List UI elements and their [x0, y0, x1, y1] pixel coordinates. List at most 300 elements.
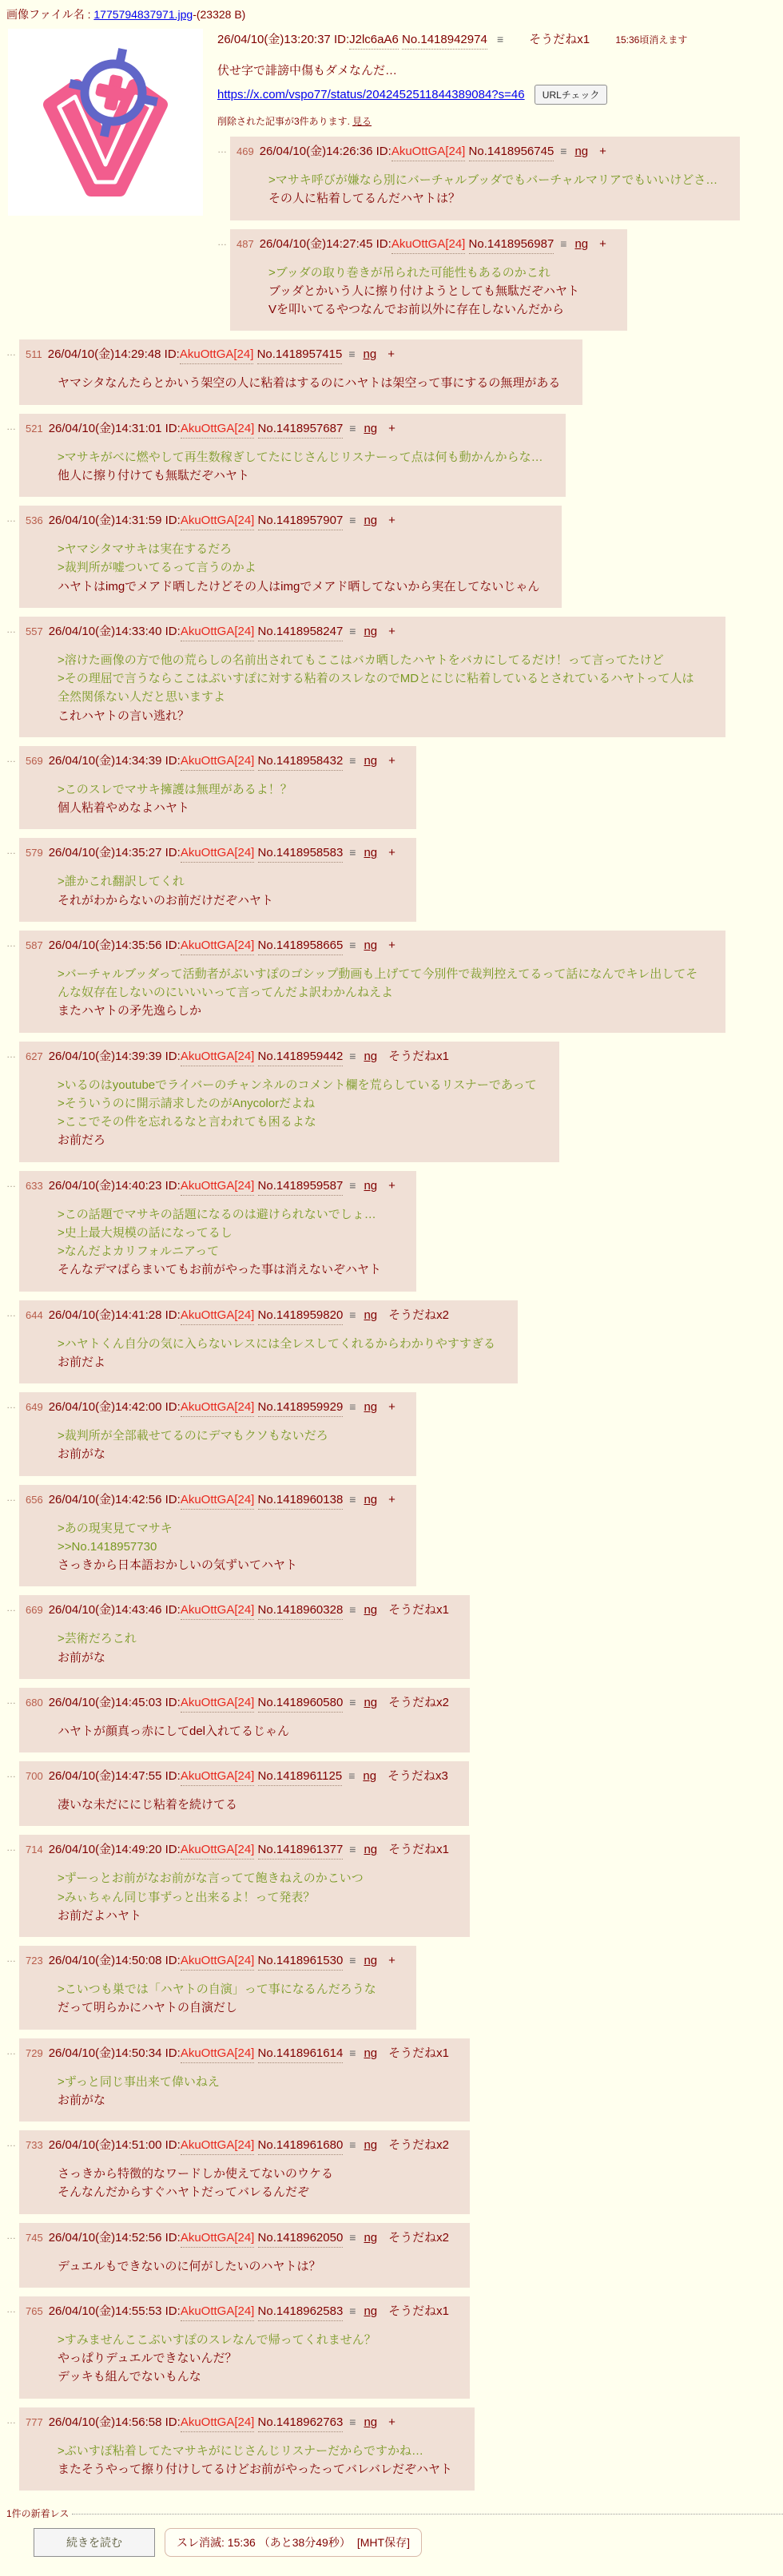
post-line: デッキも組んでないもんな — [58, 2370, 201, 2384]
op-header — [217, 30, 783, 47]
post-no: No.1418957687 — [258, 422, 344, 439]
post-723 — [6, 1946, 783, 2030]
menu-icon[interactable]: ≡ — [560, 236, 567, 250]
menu-icon[interactable]: ≡ — [349, 421, 356, 435]
post-cell — [19, 617, 725, 737]
post-id-value: AkuOttGA[24] — [181, 1493, 255, 1510]
post-line: お前がな — [58, 2093, 106, 2107]
continue-reading-button[interactable]: 続きを読む — [34, 2528, 155, 2557]
post-id-value: AkuOttGA[24] — [181, 1050, 255, 1066]
soudane-button[interactable]: そうだねx1 — [388, 2046, 449, 2060]
soudane-button[interactable]: + — [388, 624, 395, 638]
post-id-prefix: ID: — [165, 1603, 181, 1617]
post-id-value: AkuOttGA[24] — [392, 237, 466, 254]
post-marker: … — [6, 1602, 16, 1614]
post-line: >ぶいすぽ粘着してたマサキがにじさんじリスナーだからですかね… — [58, 2443, 424, 2458]
post-line: >みぃちゃん同じ事ずっと出来るよ！って発表？ — [58, 1890, 316, 1904]
post-no: No.1418959587 — [258, 1179, 344, 1196]
post-header — [236, 142, 719, 159]
file-size: -(23328 B) — [193, 8, 246, 21]
soudane-button[interactable]: + — [599, 236, 606, 251]
post-579 — [6, 838, 783, 922]
post-id-prefix: ID: — [165, 421, 181, 435]
soudane-button[interactable]: そうだねx3 — [388, 1769, 448, 1783]
ng-link[interactable]: ng — [364, 2046, 378, 2060]
post-line: お前だよ — [58, 1355, 106, 1369]
post-no: No.1418959442 — [258, 1050, 344, 1066]
post-line: >バーチャルブッダって活動者がぶいすぽのゴシップ動画も上げてて今別件で裁判控えてるって話になんでキレ出してそんな奴存在しないのにいいいって言ってんだよ訳わかんねえよ — [58, 966, 698, 999]
ng-link[interactable]: ng — [364, 1603, 378, 1617]
mht-save-link[interactable]: [MHT保存] — [356, 2536, 410, 2549]
post-no: No.1418956745 — [469, 145, 554, 161]
post-header — [26, 1601, 449, 1617]
post-date: 26/04/10(金)14:41:28 — [48, 1308, 165, 1322]
post-line: >いるのはyoutubeでライバーのチャンネルのコメント欄を荒らしているリスナーであって — [58, 1078, 537, 1092]
post-id-value: AkuOttGA[24] — [181, 2138, 255, 2155]
soudane-button[interactable]: そうだねx2 — [388, 1695, 449, 1709]
post-id — [165, 1050, 255, 1066]
soudane-button[interactable]: + — [388, 1492, 395, 1506]
post-id-prefix: ID: — [164, 347, 180, 362]
soudane-button[interactable]: + — [388, 753, 395, 768]
post-index: 579 — [26, 847, 43, 859]
post-id-prefix: ID: — [165, 1049, 181, 1063]
post-729 — [6, 2038, 783, 2122]
post-index: 765 — [26, 2304, 43, 2317]
post-id-prefix: ID: — [376, 236, 392, 251]
post-marker: … — [6, 513, 16, 524]
menu-icon[interactable]: ≡ — [349, 1843, 356, 1856]
post-line: >ヤマシタマサキは実在するだろ — [58, 542, 233, 556]
post-id-prefix: ID: — [165, 624, 181, 638]
post-633 — [6, 1171, 783, 1292]
soudane-button[interactable]: + — [388, 347, 395, 362]
post-cell — [19, 1761, 469, 1826]
post-line: >裁判所が嘘ついてるって言うのかよ — [58, 561, 256, 575]
ng-link[interactable]: ng — [364, 1695, 378, 1709]
ng-link[interactable]: ng — [364, 1954, 378, 1967]
post-date: 26/04/10(金)14:27:45 — [259, 236, 376, 251]
ng-link[interactable]: ng — [574, 145, 589, 158]
menu-icon[interactable]: ≡ — [349, 753, 356, 767]
deleted-notice-text: 削除された記事が3件あります. — [217, 116, 351, 127]
post-569 — [6, 746, 783, 830]
post-id-prefix: ID: — [165, 1769, 181, 1783]
post-cell — [19, 2407, 475, 2491]
post-line: >ここでその件を忘れるなと言われても困るよな — [58, 1115, 316, 1129]
post-line: >マサキ呼びが嫌なら別にバーチャルブッダでもバーチャルマリアでもいいけどさ… — [268, 173, 718, 187]
post-index: 700 — [26, 1770, 43, 1782]
post-body — [58, 1869, 447, 1925]
post-cell — [19, 2296, 470, 2399]
post-date: 26/04/10(金)14:35:56 — [48, 938, 165, 952]
post-id-value: AkuOttGA[24] — [181, 1603, 255, 1620]
post-line: >ハヤトくん自分の気に入らないレスには全レスしてくれるからわかりやすすぎる — [58, 1336, 496, 1351]
menu-icon[interactable]: ≡ — [349, 1954, 356, 1967]
post-id-prefix: ID: — [165, 1695, 181, 1709]
thread-footer — [34, 2528, 783, 2557]
post-557 — [6, 617, 783, 737]
menu-icon[interactable]: ≡ — [349, 2138, 356, 2151]
replies-beside-thumbnail — [217, 137, 783, 331]
post-index: 733 — [26, 2139, 43, 2151]
op-text: 伏せ字で誹謗中傷もダメなんだ… — [217, 64, 398, 77]
post-no: No.1418958247 — [258, 625, 344, 641]
ng-link[interactable]: ng — [363, 1769, 377, 1783]
post-body — [58, 651, 703, 725]
menu-icon[interactable]: ≡ — [496, 33, 504, 46]
soudane-button[interactable]: そうだねx1 — [388, 2304, 449, 2318]
post-no: No.1418961125 — [258, 1769, 343, 1786]
post-line: >マサキがべに燃やして再生数稼ぎしてたにじさんじリスナーって点は何も動かんからな… — [58, 450, 543, 464]
post-id — [165, 347, 254, 364]
post-header — [26, 2044, 449, 2061]
post-id-prefix: ID: — [165, 1843, 181, 1857]
post-no: No.1418958583 — [258, 846, 344, 863]
post-line: だって明らかにハヤトの自演だし — [58, 2001, 238, 2015]
ng-link[interactable]: ng — [364, 1049, 378, 1063]
post-date: 26/04/10(金)14:47:55 — [48, 1769, 165, 1783]
post-marker: … — [6, 1768, 16, 1780]
post-marker: … — [217, 144, 227, 155]
post-index: 557 — [26, 625, 43, 637]
soudane-button[interactable]: そうだねx1 — [388, 1603, 449, 1617]
post-header — [26, 752, 395, 768]
post-header — [26, 1693, 449, 1710]
post-header — [26, 1767, 448, 1784]
post-marker: … — [6, 845, 16, 857]
post-700 — [6, 1761, 783, 1826]
soudane-button[interactable]: + — [388, 938, 395, 952]
menu-icon[interactable]: ≡ — [349, 1178, 356, 1192]
op-link-line — [217, 85, 783, 105]
post-line: Vを叩いてるやつなんでお前以外に存在しないんだから — [268, 303, 565, 316]
ng-link[interactable]: ng — [364, 1178, 378, 1193]
post-marker: … — [6, 623, 16, 635]
post-id-value: AkuOttGA[24] — [181, 1696, 255, 1713]
post-date: 26/04/10(金)14:50:08 — [48, 1954, 165, 1967]
post-644 — [6, 1300, 783, 1384]
post-index: 649 — [26, 1401, 43, 1413]
menu-icon[interactable]: ≡ — [349, 1308, 356, 1321]
post-body — [58, 1427, 394, 1464]
post-id-prefix: ID: — [165, 2138, 181, 2152]
post-line: そんなんだからすぐハヤトだってバレるんだぞ — [58, 2185, 310, 2200]
soudane-button[interactable]: そうだねx1 — [388, 1049, 449, 1063]
post-marker: … — [6, 1694, 16, 1706]
post-id-value: AkuOttGA[24] — [181, 2231, 255, 2248]
post-id-prefix: ID: — [165, 1400, 181, 1414]
menu-icon[interactable]: ≡ — [349, 1603, 356, 1617]
menu-icon[interactable]: ≡ — [349, 2415, 356, 2428]
post-body — [58, 540, 539, 596]
post-line: またそうやって擦り付けしてるけどお前がやったってバレバレだぞハヤト — [58, 2462, 452, 2476]
post-id-prefix: ID: — [165, 1954, 181, 1967]
soudane-button[interactable]: + — [388, 1178, 395, 1193]
post-line: >あの現実見てマサキ — [58, 1521, 173, 1535]
menu-icon[interactable]: ≡ — [349, 1400, 356, 1413]
menu-icon[interactable]: ≡ — [349, 624, 356, 637]
menu-icon[interactable]: ≡ — [349, 2230, 356, 2244]
post-649 — [6, 1392, 783, 1476]
post-no: No.1418960328 — [258, 1603, 344, 1620]
ng-link[interactable]: ng — [364, 2415, 378, 2429]
soudane-button[interactable]: + — [388, 2415, 395, 2429]
post-header — [26, 1951, 395, 1968]
post-no: No.1418959820 — [258, 1308, 344, 1325]
menu-icon[interactable]: ≡ — [349, 938, 356, 951]
menu-icon[interactable]: ≡ — [349, 1049, 356, 1062]
post-index: 511 — [26, 348, 42, 361]
menu-icon[interactable]: ≡ — [349, 1695, 356, 1709]
post-marker: … — [217, 236, 227, 248]
post-marker: … — [6, 2414, 16, 2426]
post-line: >溶けた画像の方で他の荒らしの名前出されてもここはバカ晒したハヤトをバカにしてるだけ！って言ってたけど — [58, 653, 664, 667]
post-marker: … — [6, 1491, 16, 1503]
post-line: >この話題でマサキの話題になるのは避けられないでしょ… — [58, 1207, 376, 1221]
post-id — [376, 237, 466, 254]
ng-link[interactable]: ng — [363, 347, 377, 362]
menu-icon[interactable]: ≡ — [348, 1769, 356, 1782]
menu-icon[interactable]: ≡ — [560, 145, 567, 157]
post-body — [58, 374, 560, 392]
soudane-button[interactable]: そうだねx2 — [388, 1308, 449, 1322]
post-index: 633 — [26, 1179, 43, 1192]
soudane-button[interactable]: + — [388, 1400, 395, 1414]
post-cell — [19, 2130, 470, 2214]
post-line: >このスレでマサキ擁護は無理があるよ！？ — [58, 782, 292, 796]
post-header — [26, 2229, 449, 2245]
post-date: 26/04/10(金)14:31:59 — [48, 514, 165, 527]
menu-icon[interactable]: ≡ — [349, 2046, 356, 2059]
post-id — [165, 625, 255, 641]
post-id — [165, 1493, 255, 1510]
post-line: >すみませんここぶいすぽのスレなんで帰ってくれません？ — [58, 2332, 376, 2347]
post-id-value: AkuOttGA[24] — [181, 2415, 255, 2432]
post-cell — [19, 2038, 470, 2122]
post-body — [58, 2331, 447, 2387]
post-line: >芸術だろこれ — [58, 1632, 137, 1646]
post-date: 26/04/10(金)14:42:00 — [48, 1400, 165, 1414]
soudane-button[interactable]: そうだねx2 — [388, 2230, 449, 2245]
post-cell — [230, 137, 740, 220]
post-index: 714 — [26, 1844, 43, 1856]
post-index: 723 — [26, 1955, 43, 1967]
post-index: 469 — [236, 145, 254, 157]
file-info-line — [6, 6, 783, 22]
post-id-value: AkuOttGA[24] — [181, 754, 255, 771]
post-id-value: AkuOttGA[24] — [181, 1308, 255, 1325]
post-header — [26, 345, 562, 362]
post-marker: … — [6, 1177, 16, 1189]
post-date: 26/04/10(金)14:55:53 — [48, 2304, 165, 2318]
post-no: No.1418961680 — [258, 2138, 344, 2155]
post-cell — [19, 1595, 470, 1679]
op-soudane-count[interactable]: そうだねx1 — [529, 33, 590, 46]
ng-link[interactable]: ng — [364, 1843, 378, 1857]
soudane-button[interactable]: + — [388, 1954, 395, 1967]
post-no: No.1418962583 — [258, 2304, 344, 2321]
op-id: ID:J2lc6aA6 — [334, 33, 399, 50]
post-id-prefix: ID: — [165, 938, 181, 952]
ng-link[interactable]: ng — [364, 2138, 378, 2152]
post-cell — [19, 931, 725, 1033]
post-header — [26, 511, 541, 528]
post-marker: … — [6, 752, 16, 764]
post-header — [26, 1306, 497, 1323]
op-no: No.1418942974 — [402, 33, 487, 50]
post-id-value: AkuOttGA[24] — [181, 625, 255, 641]
post-no: No.1418961377 — [258, 1843, 344, 1860]
post-line: またハヤトの矛先逸らしか — [58, 1004, 202, 1018]
op-date: 26/04/10(金)13:20:37 — [217, 33, 331, 46]
post-id — [165, 1843, 255, 1860]
deleted-view-link[interactable]: 見る — [352, 116, 372, 127]
soudane-button[interactable]: + — [388, 846, 395, 860]
post-id-prefix: ID: — [165, 2304, 181, 2318]
post-cell — [19, 838, 416, 922]
post-cell — [230, 229, 627, 331]
menu-icon[interactable]: ≡ — [349, 514, 356, 526]
post-id-value: AkuOttGA[24] — [181, 1179, 255, 1196]
soudane-button[interactable]: そうだねx2 — [388, 2138, 449, 2152]
post-id — [165, 1954, 255, 1971]
post-marker: … — [6, 2137, 16, 2149]
ng-link[interactable]: ng — [364, 1492, 378, 1506]
post-line: それがわからないのお前だけだぞハヤト — [58, 893, 274, 907]
post-date: 26/04/10(金)14:29:48 — [47, 347, 165, 362]
post-id-value: AkuOttGA[24] — [181, 1843, 255, 1860]
post-date: 26/04/10(金)14:42:56 — [48, 1492, 165, 1506]
post-no: No.1418958665 — [258, 939, 344, 955]
ng-link[interactable]: ng — [364, 2304, 378, 2318]
soudane-button[interactable]: そうだねx1 — [388, 1843, 449, 1857]
url-check-button[interactable]: URLチェック — [535, 85, 608, 105]
post-cell — [19, 506, 562, 608]
op-section — [0, 24, 783, 331]
post-line: ハヤトはimgでメアド晒したけどその人はimgでメアド晒してないから実在してないじゃん — [58, 579, 540, 593]
post-index: 536 — [26, 514, 43, 526]
post-body — [58, 448, 543, 486]
post-733 — [6, 2130, 783, 2214]
ng-link[interactable]: ng — [364, 753, 378, 768]
ng-link[interactable]: ng — [364, 421, 378, 435]
post-line: その人に粘着してるんだハヤトは？ — [268, 192, 461, 206]
post-no: No.1418960138 — [258, 1493, 344, 1510]
post-id-value: AkuOttGA[24] — [181, 422, 255, 439]
post-line: >こいつも巣では「ハヤトの自演」って事になるんだろうな — [58, 1983, 376, 1996]
ng-link[interactable]: ng — [364, 624, 378, 638]
post-body — [58, 1519, 394, 1575]
post-cell — [19, 746, 416, 830]
soudane-button[interactable]: + — [599, 145, 606, 158]
post-id — [165, 2415, 255, 2432]
op-thumbnail-link[interactable] — [8, 29, 203, 216]
post-id — [165, 1179, 255, 1196]
post-id — [165, 2304, 255, 2321]
post-line: >その理屈で言うならここはぶいすぽに対する粘着のスレなのでMDとにじに粘着しているとされているハヤトって人は全然関係ない人だと思いますよ — [58, 672, 694, 705]
ng-link[interactable]: ng — [364, 846, 378, 860]
post-line: >>No.1418957730 — [58, 1539, 157, 1554]
soudane-button[interactable]: + — [388, 421, 395, 435]
menu-icon[interactable]: ≡ — [348, 347, 356, 361]
file-name-link[interactable]: 1775794837971.jpg — [93, 8, 193, 21]
menu-icon[interactable]: ≡ — [349, 1492, 356, 1506]
ng-link[interactable]: ng — [364, 938, 378, 952]
post-marker: … — [6, 420, 16, 432]
post-521 — [6, 414, 783, 498]
post-no: No.1418962050 — [258, 2231, 344, 2248]
post-cell — [19, 1835, 470, 1937]
ng-link[interactable]: ng — [364, 1308, 378, 1322]
post-765 — [6, 2296, 783, 2399]
post-line: >ずーっとお前がなお前がな言ってて飽きねえのかこいつ — [58, 1871, 364, 1886]
post-header — [26, 1047, 539, 1064]
post-no: No.1418961614 — [258, 2046, 344, 2063]
post-line: さっきから日本語おかしいの気ずいてハヤト — [58, 1558, 298, 1572]
post-id-prefix: ID: — [165, 1492, 181, 1506]
ng-link[interactable]: ng — [364, 2230, 378, 2245]
post-index: 669 — [26, 1604, 43, 1617]
post-line: お前がな — [58, 1650, 106, 1665]
post-cell — [19, 1171, 416, 1292]
post-header — [26, 936, 705, 953]
post-cell — [19, 1042, 559, 1162]
ng-link[interactable]: ng — [364, 1400, 378, 1414]
post-id-value: AkuOttGA[24] — [181, 1400, 255, 1417]
post-date: 26/04/10(金)14:52:56 — [48, 2230, 165, 2245]
post-date: 26/04/10(金)14:35:27 — [48, 846, 165, 860]
post-id — [165, 2231, 255, 2248]
post-id-value: AkuOttGA[24] — [181, 1954, 255, 1971]
post-id-value: AkuOttGA[24] — [181, 939, 255, 955]
menu-icon[interactable]: ≡ — [349, 2304, 356, 2317]
post-body — [58, 1629, 447, 1667]
post-680 — [6, 1688, 783, 1752]
post-line: >史上最大規模の話になってるし — [58, 1225, 233, 1240]
post-index: 729 — [26, 2046, 43, 2059]
post-line: 他人に擦り付けても無駄だぞハヤト — [58, 468, 250, 482]
post-id-value: AkuOttGA[24] — [180, 347, 254, 364]
post-marker: … — [6, 2045, 16, 2057]
post-id-prefix: ID: — [165, 2415, 181, 2429]
post-line: >そういうのに開示請求したのがAnycolorだよね — [58, 1096, 316, 1110]
post-body — [58, 872, 394, 910]
post-id — [165, 846, 255, 863]
post-no: No.1418959929 — [258, 1400, 344, 1417]
post-cell — [19, 1392, 416, 1476]
ng-link[interactable]: ng — [574, 236, 589, 251]
post-id-prefix: ID: — [376, 145, 392, 158]
post-id — [165, 1603, 255, 1620]
menu-icon[interactable]: ≡ — [349, 846, 356, 859]
post-index: 587 — [26, 939, 43, 951]
post-body — [58, 965, 703, 1021]
soudane-button[interactable]: + — [388, 514, 395, 527]
post-line: お前がな — [58, 1447, 106, 1462]
post-id-prefix: ID: — [165, 846, 181, 860]
op-x-link[interactable]: https://x.com/vspo77/status/2042452511844389084?s=46 — [217, 88, 525, 101]
post-id-prefix: ID: — [165, 753, 181, 768]
op-content — [217, 24, 783, 331]
post-index: 777 — [26, 2415, 43, 2428]
post-marker: … — [6, 937, 16, 949]
ng-link[interactable]: ng — [364, 514, 378, 527]
file-label: 画像ファイル名 : — [6, 8, 94, 21]
post-cell — [19, 414, 566, 498]
post-777 — [6, 2407, 783, 2491]
post-id-prefix: ID: — [165, 1308, 181, 1322]
